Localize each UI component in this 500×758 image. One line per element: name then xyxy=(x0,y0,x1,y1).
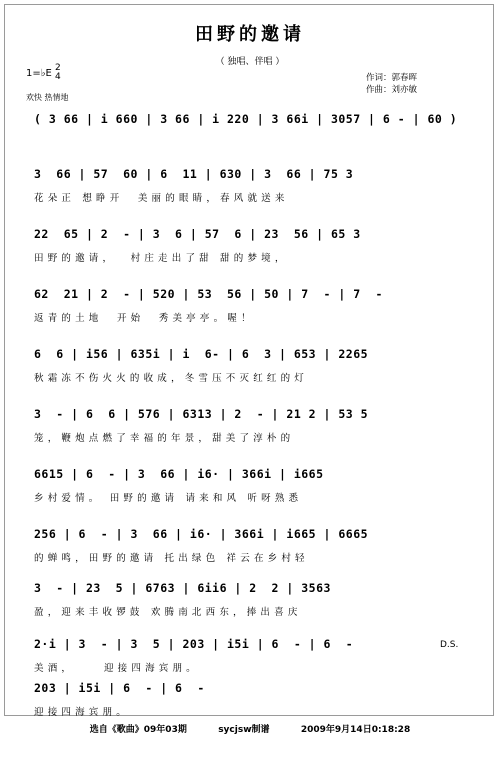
lyrics-line: 迎接四海宾朋。 xyxy=(34,707,130,718)
key-text: 1=♭E xyxy=(26,68,52,79)
time-signature xyxy=(55,64,61,82)
footer-source: 选自《歌曲》09年03期 xyxy=(89,725,187,735)
notes-line: 6 6 | i56 | 635i | i 6- | 6 3 | 653 | 2265 xyxy=(34,347,369,361)
song-subtitle: （ 独唱、伴唱 ） xyxy=(215,57,285,67)
lyricist: 作词：郭春晖 xyxy=(366,73,418,83)
composer: 作曲：刘亦敏 xyxy=(366,85,418,95)
notes-line: 3 66 | 57 60 | 6 11 | 630 | 3 66 | 75 3 xyxy=(34,167,354,181)
notes-line: ( 3 66 | i 660 | 3 66 | i 220 | 3 66i | 3057 | 6 - | 60 ) xyxy=(34,112,458,126)
credits xyxy=(366,72,417,96)
notes-line: 62 21 | 2 - | 520 | 53 56 | 50 | 7 - | 7 - xyxy=(34,287,383,301)
time-top: 2 xyxy=(54,63,61,73)
notes-line: 6615 | 6 - | 3 66 | i6· | 366i | i665 xyxy=(34,467,324,481)
dal-segno-mark: D.S. xyxy=(440,640,459,650)
notes-line: 3 - | 23 5 | 6763 | 6ii6 | 2 2 | 3563 xyxy=(34,581,331,595)
lyrics-line: 笼，鞭炮点燃了幸福的年景，甜美了淳朴的 xyxy=(34,433,295,444)
lyrics-line xyxy=(34,137,466,151)
time-bottom: 4 xyxy=(54,72,61,82)
lyrics-line: 美酒， 迎接四海宾朋。 xyxy=(34,663,200,674)
lyrics-line: 乡村爱情。 田野的邀请 请来和风 听呀熟悉 xyxy=(34,493,303,504)
notes-line: 22 65 | 2 - | 3 6 | 57 6 | 23 56 | 65 3 xyxy=(34,227,361,241)
lyrics-line: 花朵正 想睁开 美丽的眼睛，春风就送来 xyxy=(34,193,289,204)
song-title: 田野的邀请 xyxy=(195,24,305,45)
lyrics-line: 返青的土地 开始 秀美亭亭。喔！ xyxy=(34,313,255,324)
lyrics-line: 的蝉鸣，田野的邀请 托出绿色 祥云在乡村轻 xyxy=(34,553,309,564)
footer xyxy=(0,722,500,735)
footer-date: 2009年9月14日0:18:28 xyxy=(300,725,411,735)
notes-line: 3 - | 6 6 | 576 | 6313 | 2 - | 21 2 | 53 5 xyxy=(34,407,369,421)
key-signature xyxy=(26,64,61,82)
notes-line: 2·i | 3 - | 3 5 | 203 | i5i | 6 - | 6 - xyxy=(34,637,354,651)
lyrics-line: 秋霜冻不伤火火的收成，冬雪压不灭红红的灯 xyxy=(34,373,309,384)
lyrics-line: 盈，迎来丰收锣鼓 欢腾南北西东，捧出喜庆 xyxy=(34,607,302,618)
lyrics-line: 田野的邀请， 村庄走出了甜 甜的梦境， xyxy=(34,253,289,264)
notes-line: 203 | i5i | 6 - | 6 - xyxy=(34,681,205,695)
tempo-marking: 欢快 热情地 xyxy=(26,93,69,102)
notes-line: 256 | 6 - | 3 66 | i6· | 366i | i665 | 6665 xyxy=(34,527,369,541)
footer-maker: sycjsw制谱 xyxy=(218,725,270,735)
